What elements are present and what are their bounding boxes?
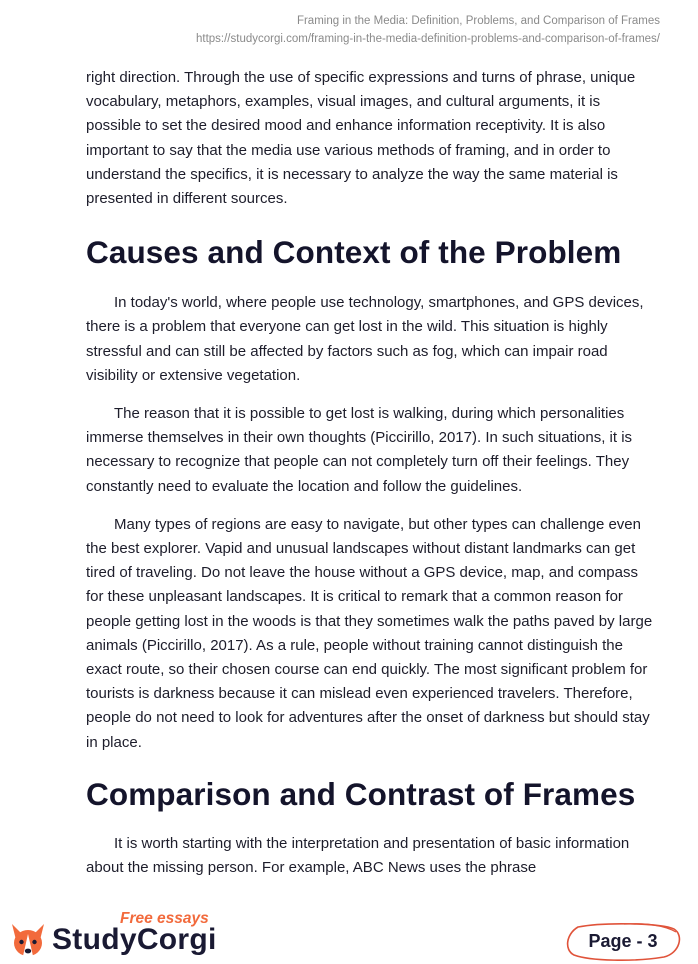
page-label: Page - 3: [588, 930, 658, 951]
tagline: Free essays: [120, 910, 209, 927]
corgi-icon: [8, 920, 48, 960]
paragraph: In today's world, where people use technology, smartphones, and GPS devices, there is a problem that everyone can get lost in the wild. This situation is highly stressful and can still be affected by factors such as fog, which can impair road visibility or extensive vegetation.: [86, 294, 644, 384]
section-heading-causes: Causes and Context of the Problem: [86, 234, 622, 271]
studycorgi-logo[interactable]: [8, 910, 218, 960]
section-heading-comparison: Comparison and Contrast of Frames: [86, 775, 636, 812]
brand-name: StudyCorgi: [52, 923, 217, 956]
document-title: Framing in the Media: Definition, Problems, and Comparison of Frames: [296, 15, 660, 27]
paragraph: It is worth starting with the interpretation and presentation of basic information about the missing person. For example, ABC News uses the phrase: [86, 834, 630, 877]
page-header: [196, 12, 660, 48]
document-body: [86, 66, 656, 880]
document-url[interactable]: https://studycorgi.com/framing-in-the-media-definition-problems-and-comparison-of-frames/: [195, 33, 660, 45]
paragraph: The reason that it is possible to get lost is walking, during which personalities immerse themselves in their own thoughts (Piccirillo, 2017). In such situations, it is necessary to recognize that people can not completely turn off their feelings. They constantly need to evaluate the location and follow the guidelines.: [86, 405, 633, 495]
intro-paragraph: right direction. Through the use of specific expressions and turns of phrase, unique vocabulary, metaphors, examples, visual images, and cultural arguments, it is possible to set the desired mood and enhance information receptivity. It is also important to say that the media use various methods of framing, and in order to understand the specifics, it is necessary to analyze the way the same material is presented in different sources.: [86, 69, 636, 208]
paragraph: Many types of regions are easy to navigate, but other types can challenge even the best explorer. Vapid and unusual landscapes without distant landmarks can get tired of traveling. Do not leave the house without a GPS device, map, and compass for these unpleasant landscapes. It is critical to remark that a common reason for people getting lost in the woods is that they sometimes walk the paths paved by large animals (Piccirillo, 2017). As a rule, people without training cannot distinguish the exact route, so their chosen course can end quickly. The most significant problem for tourists is darkness because it can mislead even experienced travelers. Therefore, people do not need to look for adventures after the onset of darkness but should stay in place.: [86, 515, 653, 751]
page-number-badge: [564, 920, 682, 962]
